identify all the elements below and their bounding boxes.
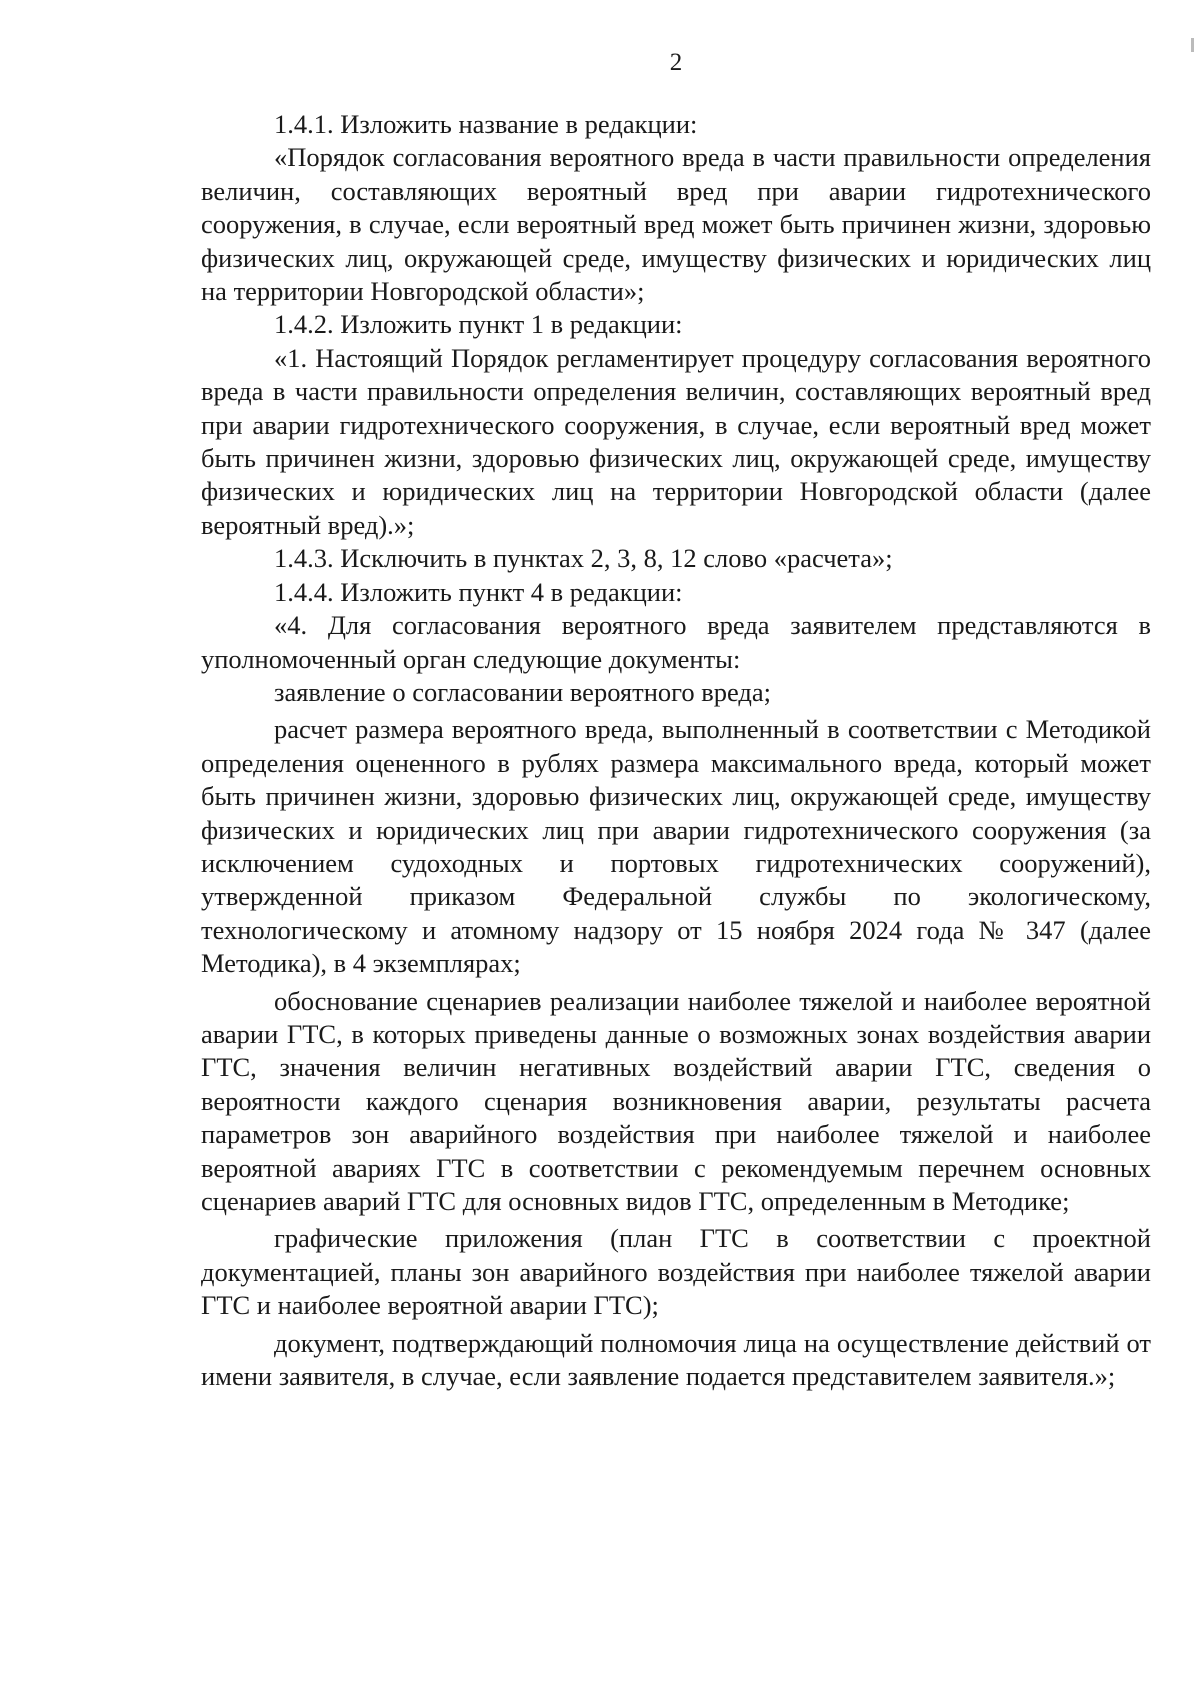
paragraph-graphics: графические приложения (план ГТС в соответствии с проектной документацией, планы зон аварийного воздействия при наиболее тяжелой аварии ГТС и наиболее вероятной аварии ГТС);: [201, 1223, 1151, 1321]
paragraph-item-4: «4. Для согласования вероятного вреда заявителем представляются в уполномоченный орган следующие документы:: [201, 610, 1151, 674]
paragraph-application: заявление о согласовании вероятного вреда;: [274, 676, 772, 707]
paragraph-1-4-3: 1.4.3. Исключить в пунктах 2, 3, 8, 12 слово «расчета»;: [274, 543, 893, 574]
paragraph-1-4-1: 1.4.1. Изложить название в редакции:: [274, 109, 698, 139]
document-body: [201, 108, 1151, 1393]
paragraph-1-4-4: 1.4.4. Изложить пункт 4 в редакции:: [274, 576, 683, 607]
paragraph-calculation: расчет размера вероятного вреда, выполненный в соответствии с Методикой определения оцененного в рублях размера максимального вреда, который может быть причинен жизни, здоровью физических лиц, окружающей среде, имуществу физических и юридических лиц при аварии гидротехнического сооружения (за исключением судоходных и портовых гидротехнических сооружений), утвержденной приказом Федеральной службы по экологическому, технологическому и атомному надзору от 15 ноября 2024 года № 347 (далее Методика), в 4 экземплярах;: [201, 714, 1151, 979]
paragraph-1-4-2: 1.4.2. Изложить пункт 1 в редакции:: [274, 309, 683, 340]
page-number: 2: [669, 49, 683, 76]
paragraph-authority-document: документ, подтверждающий полномочия лица на осуществление действий от имени заявителя, в случае, если заявление подается представителем заявителя.»;: [201, 1327, 1151, 1392]
paragraph-item-1: «1. Настоящий Порядок регламентирует процедуру согласования вероятного вреда в части правильности определения величин, составляющих вероятный вред при аварии гидротехнического сооружения, в случае, если вероятный вред может быть причинен жизни, здоровью физических лиц, окружающей среде, имуществу физических и юридических лиц на территории Новгородской области (далее вероятный вред).»;: [201, 342, 1151, 540]
paragraph-scenarios: обоснование сценариев реализации наиболее тяжелой и наиболее вероятной аварии ГТС, в которых приведены данные о возможных зонах воздействия аварии ГТС, значения величин негативных воздействий аварии ГТС, сведения о вероятности каждого сценария возникновения аварии, результаты расчета параметров зон аварийного воздействия при наиболее тяжелой и наиболее вероятной авариях ГТС в соответствии с рекомендуемым перечнем основных сценариев аварий ГТС для основных видов ГТС, определенным в Методике;: [201, 985, 1151, 1216]
paragraph-new-title: «Порядок согласования вероятного вреда в части правильности определения величин, составляющих вероятный вред при аварии гидротехнического сооружения, в случае, если вероятный вред может быть причинен жизни, здоровью физических лиц, окружающей среде, имуществу физических и юридических лиц на территории Новгородской области»;: [201, 142, 1151, 307]
